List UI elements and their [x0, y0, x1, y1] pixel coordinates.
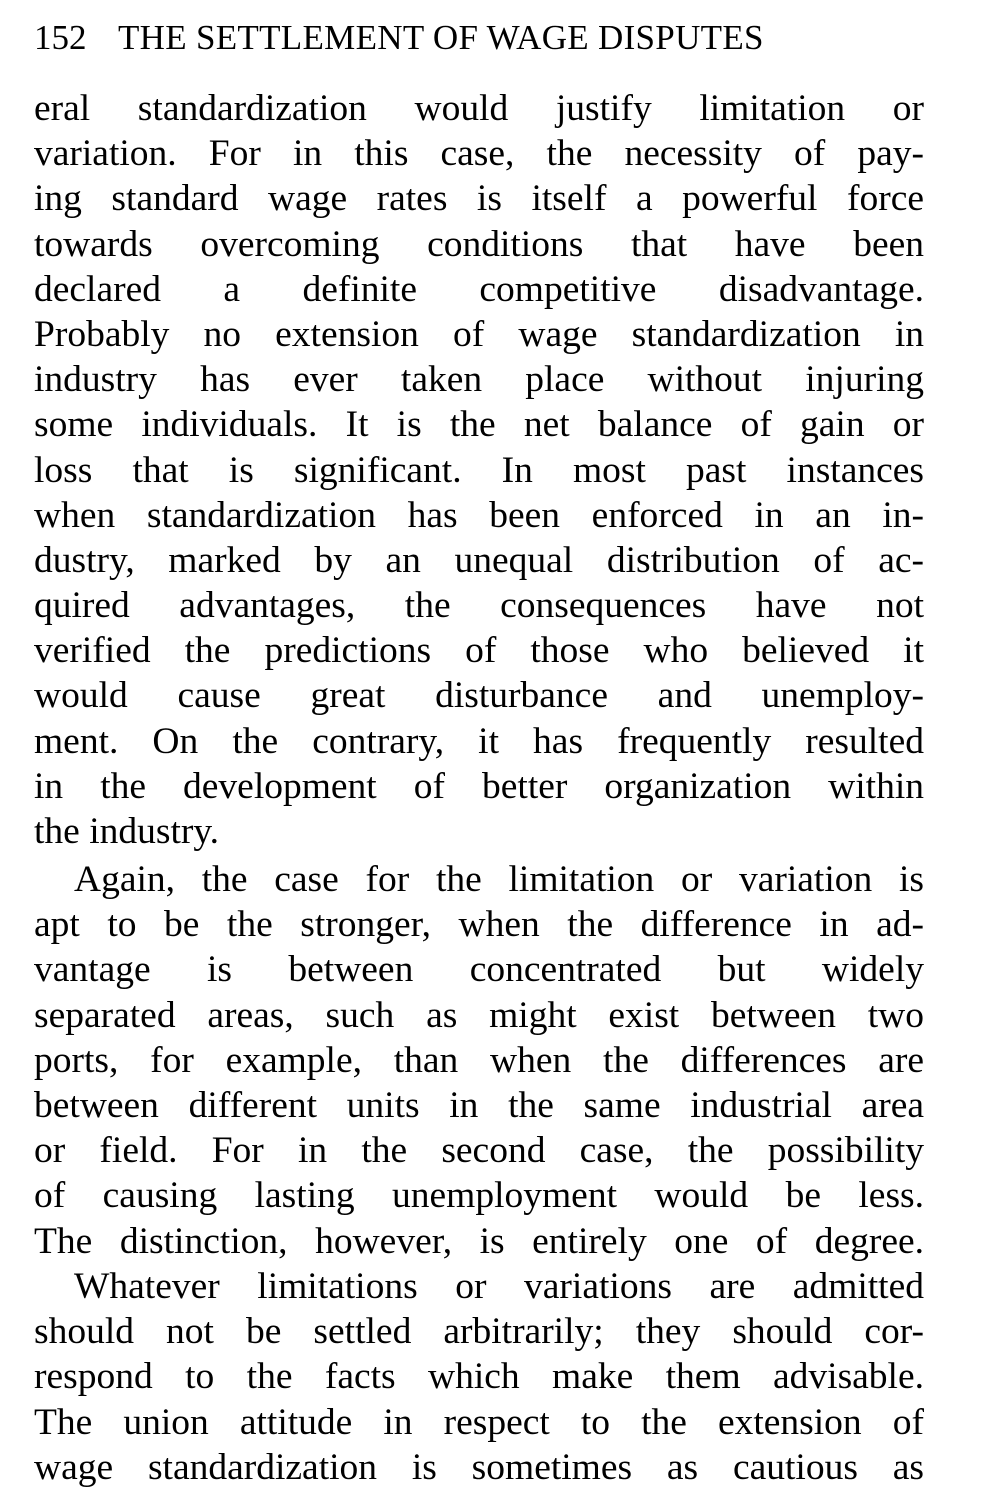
text-line: respond to the facts which make them advisable.: [34, 1356, 924, 1398]
text-line: Probably no extension of wage standardization in: [34, 313, 924, 355]
running-head: [34, 16, 924, 60]
text-line: dustry, marked by an unequal distribution of ac-: [34, 539, 924, 581]
text-line: industry has ever taken place without injuring: [34, 359, 924, 401]
running-head-title: THE SETTLEMENT OF WAGE DISPUTES: [118, 18, 764, 57]
text-line: separated areas, such as might exist between two: [34, 994, 924, 1036]
text-line: towards overcoming conditions that have been: [34, 223, 924, 265]
text-line: quired advantages, the consequences have not: [34, 585, 924, 627]
paragraph-continued: [34, 86, 924, 854]
text-line: some individuals. It is the net balance of gain or: [34, 404, 924, 446]
text-line: would cause great disturbance and unemploy-: [34, 675, 924, 717]
text-line: declared a definite competitive disadvantage.: [34, 268, 924, 310]
text-line: when standardization has been enforced in an in-: [34, 494, 924, 536]
text-line: apt to be the stronger, when the difference in ad-: [34, 904, 924, 946]
text-line: The distinction, however, is entirely one of degree.: [34, 1220, 924, 1262]
text-line: loss that is significant. In most past instances: [34, 449, 924, 491]
text-line: eral standardization would justify limitation or: [34, 88, 924, 129]
text-line: in the development of better organization within: [34, 765, 924, 807]
text-line: Whatever limitations or variations are admitted: [74, 1266, 924, 1307]
paragraph: [34, 857, 924, 1264]
text-line: variation. For in this case, the necessity of pay-: [34, 133, 924, 175]
text-line: wage standardization is sometimes as cautious as: [34, 1446, 924, 1488]
text-line: or field. For in the second case, the possibility: [34, 1130, 924, 1172]
text-line: ports, for example, than when the differences are: [34, 1039, 924, 1081]
text-line: vantage is between concentrated but widely: [34, 949, 924, 991]
text-line: between different units in the same industrial area: [34, 1084, 924, 1126]
paragraph: [34, 1264, 924, 1490]
page-number: 152: [34, 18, 87, 57]
text-line: verified the predictions of those who believed it: [34, 630, 924, 672]
text-line: should not be settled arbitrarily; they should cor-: [34, 1311, 924, 1353]
text-line: of causing lasting unemployment would be less.: [34, 1175, 924, 1217]
text-line: ing standard wage rates is itself a powerful force: [34, 178, 924, 220]
text-line: ment. On the contrary, it has frequently resulted: [34, 720, 924, 762]
text-line: The union attitude in respect to the extension of: [34, 1401, 924, 1443]
text-line: Again, the case for the limitation or variation is: [74, 859, 924, 900]
text-line: the industry.: [34, 811, 220, 852]
